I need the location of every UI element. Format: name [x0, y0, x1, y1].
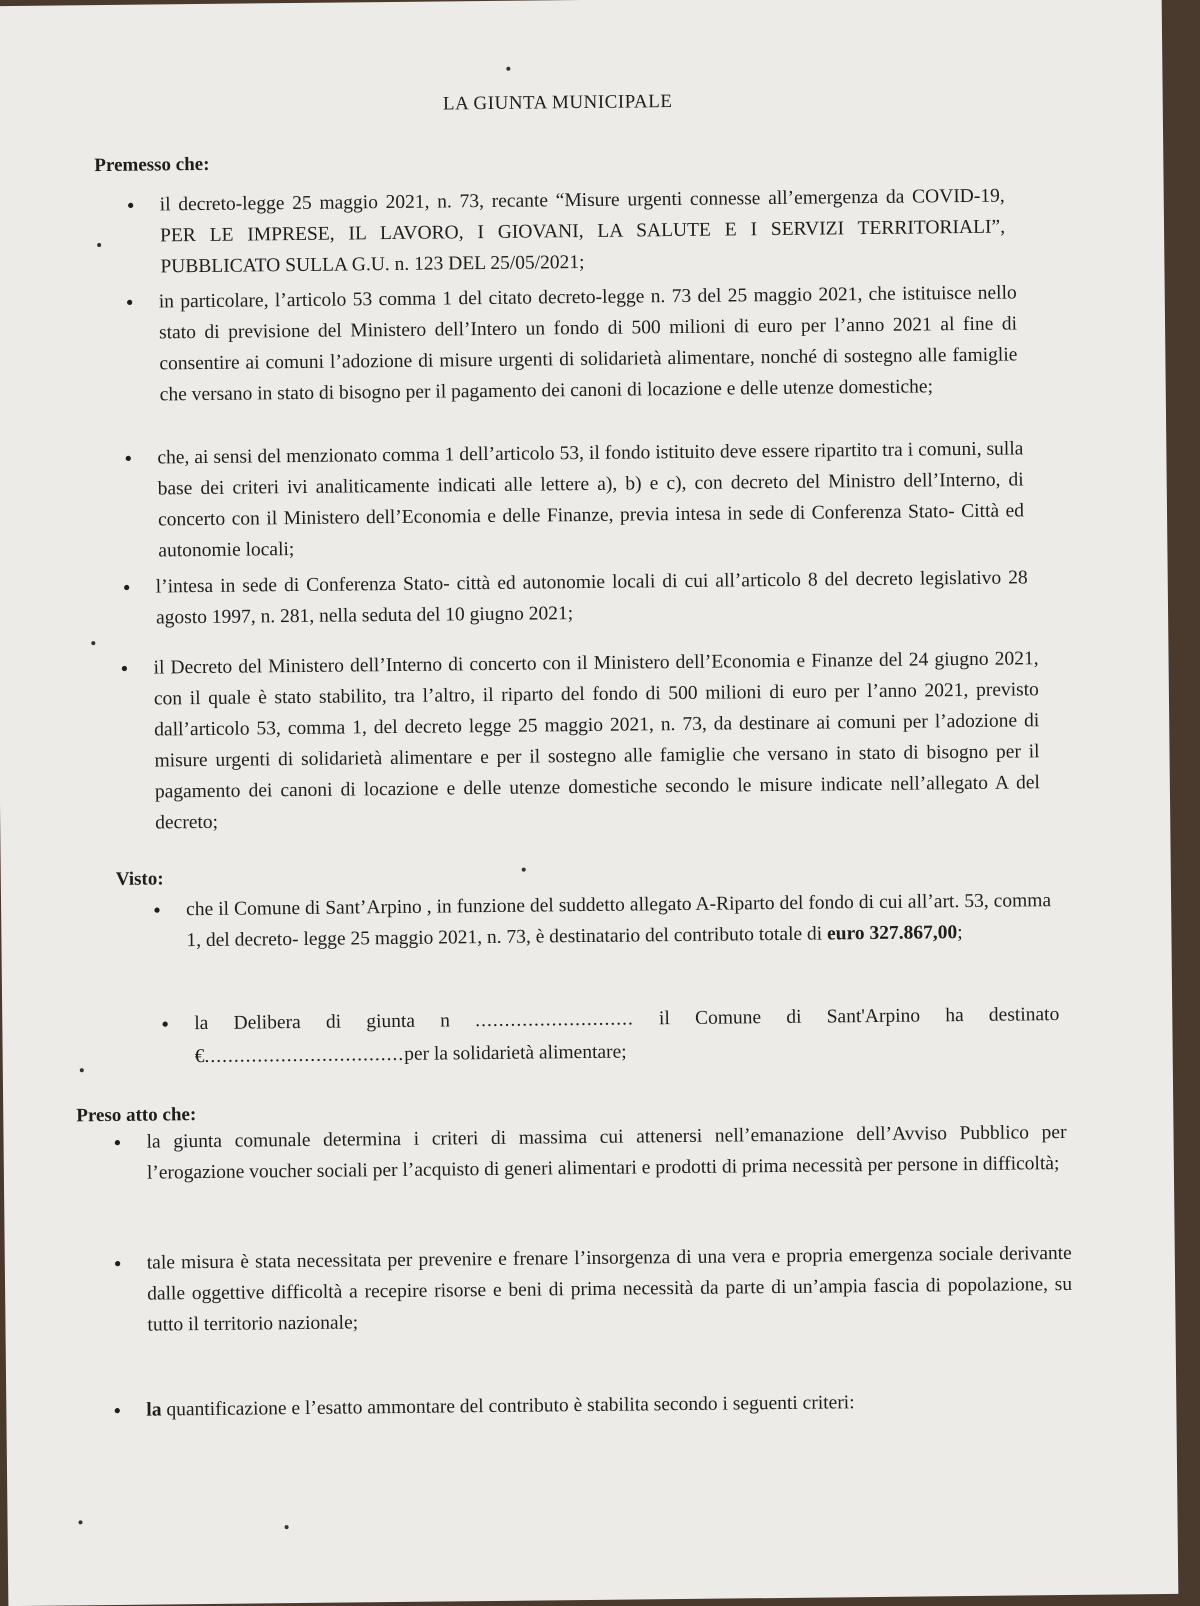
premesso-heading: Premesso che:	[94, 153, 210, 177]
page-title: LA GIUNTA MUNICIPALE	[442, 91, 673, 115]
delibera-suffix: per la solidarietà alimentare;	[404, 1041, 627, 1065]
visto-item-1-text: che il Comune di Sant’Arpino , in funzione del suddetto allegato A-Riparto del fondo di cui all’art. 53, comma 1, del decreto- legge 25 maggio 2021, n. 73, è destinatario del contributo totale di	[186, 890, 1052, 952]
premesso-item-1: • il decreto-legge 25 maggio 2021, n. 73, recante “Misure urgenti connesse all’emergenza da COVID-19, PER LE IMPRESE, IL LAVORO, I GIOVANI, LA SALUTE E I SERVIZI TERRITORIALI”, PUBBLICATO SULLA G.U. n. 123 DEL 25/05/2021;	[160, 181, 1006, 283]
preso-atto-item-3	[146, 1385, 1081, 1426]
speck-mark	[80, 1068, 84, 1072]
delibera-prefix: la Delibera di giunta n	[194, 1010, 476, 1035]
delibera-number-blank: ...........................	[475, 1008, 634, 1032]
premesso-item-4: • l’intesa in sede di Conferenza Stato- città ed autonomie locali di cui all’articolo 8 del decreto legislativo 28 agosto 1997, n. 281, nella seduta del 10 giugno 2021;	[156, 562, 1029, 633]
speck-mark	[285, 1525, 289, 1529]
preso-atto-item-2: • tale misura è stata necessitata per prevenire e frenare l’insorgenza di una vera e propria emergenza sociale derivante dalle oggettive difficoltà a recepire risorse e beni di prima necessità da parte di un’ampia fascia di popolazione, su tutto il territorio nazionale;	[147, 1238, 1073, 1341]
visto-item-1-end: ;	[957, 922, 963, 944]
criteri-text: quantificazione e l’esatto ammontare del contributo è stabilita secondo i seguenti criteri:	[161, 1392, 855, 1421]
visto-item-2	[194, 998, 1060, 1073]
amount-blank: ..................................	[204, 1043, 405, 1067]
premesso-item-5: • il Decreto del Ministero dell’Interno di concerto con il Ministero dell’Economia e Finanze del 24 giugno 2021, con il quale è stato stabilito, tra l’altro, il riparto del fondo di 500 milioni di euro per l’anno 2021, previsto dall’articolo 53, comma 1, del decreto legge 25 maggio 2021, n. 73, da destinare ai comuni per l’adozione di misure urgenti di solidarietà alimentare e per il sostegno alle famiglie che versano in stato di bisogno per il pagamento dei canoni di locazione e delle utenze domestiche secondo le misure indicate nell’allegato A del decreto;	[153, 643, 1040, 838]
visto-item-1	[186, 885, 1052, 956]
speck-mark	[522, 868, 526, 872]
preso-atto-item-1: • la giunta comunale determina i criteri di massima cui attenersi nell’emanazione dell’Avviso Pubblico per l’erogazione voucher sociali per l’acquisto di generi alimentari e prodotti di prima necessità per persone in difficoltà;	[146, 1117, 1067, 1189]
premesso-item-2: • in particolare, l’articolo 53 comma 1 del citato decreto-legge n. 73 del 25 maggio 2021, che istituisce nello stato di previsione del Ministero dell’Intero un fondo di 500 milioni di euro per l’anno 2021 al fine di consentire ai comuni l’adozione di misure urgenti di solidarietà alimentare, nonché di sostegno alle famiglie che versano in stato di bisogno per il pagamento dei canoni di locazione e delle utenze domestiche;	[159, 277, 1018, 410]
speck-mark	[506, 67, 510, 71]
criteri-bold-lead: la	[146, 1399, 162, 1421]
speck-mark	[97, 243, 101, 247]
speck-mark	[79, 1520, 83, 1524]
premesso-item-3: • che, ai sensi del menzionato comma 1 dell’articolo 53, il fondo istituito deve essere ripartito tra i comuni, sulla base dei criteri ivi analiticamente indicati alle lettere a), b) e c), con decreto del Ministro dell’Interno, di concerto con il Ministero dell’Economia e delle Finanze, previa intesa in sede di Conferenza Stato- Città ed autonomie locali;	[157, 433, 1024, 566]
delibera-middle: il Comune di Sant'Arpino ha destinato €	[194, 1004, 1060, 1068]
visto-heading: Visto:	[115, 868, 164, 890]
contributo-amount: euro 327.867,00	[826, 922, 958, 945]
speck-mark	[91, 641, 95, 645]
preso-atto-heading: Preso atto che:	[76, 1104, 197, 1127]
